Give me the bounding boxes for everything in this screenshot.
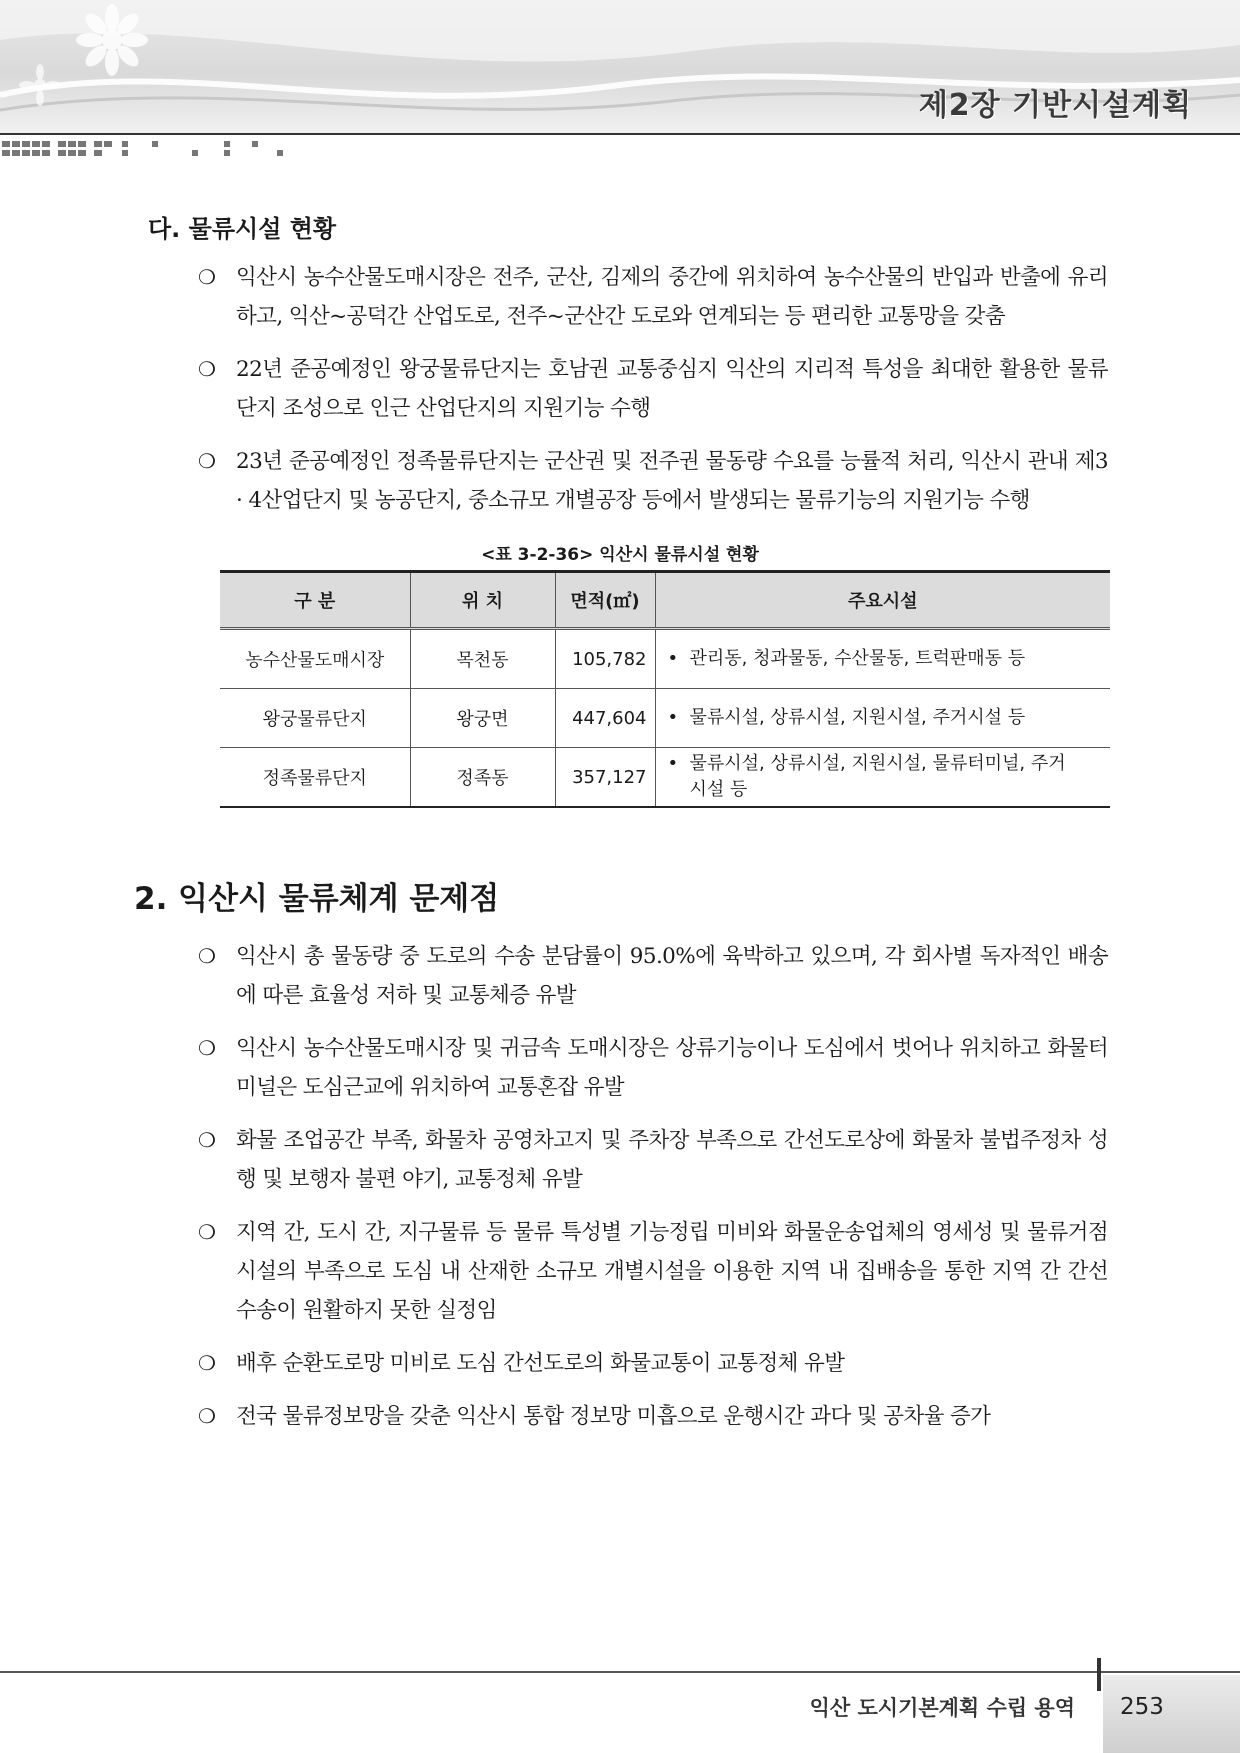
facility-text: 물류시설, 상류시설, 지원시설, 주거시설 등 (689, 707, 1026, 728)
list-item (196, 350, 1108, 428)
bullet-text: 22년 준공예정인 왕궁물류단지는 호남권 교통중심지 익산의 지리적 특성을 최대한 활용한 물류단지 조성으로 인근 산업단지의 지원기능 수행 (236, 357, 1108, 421)
cell-location: 정족동 (410, 748, 555, 808)
header-area: 면적(㎡) (555, 572, 655, 629)
bullet-text: 익산시 총 물동량 중 도로의 수송 분담률이 95.0%에 육박하고 있으며, 각 회사별 독자적인 배송에 따른 효율성 저하 및 교통체증 유발 (236, 944, 1108, 1008)
bullet-text: 23년 준공예정인 정족물류단지는 군산권 및 전주권 물동량 수요를 능률적 처리, 익산시 관내 제3 · 4산업단지 및 농공단지, 중소규모 개별공장 등에서 발생되는 물류기능의 지원기능 수행 (236, 449, 1108, 513)
table-row (220, 689, 1110, 748)
header-rule (0, 133, 1240, 135)
logistics-facility-table (220, 570, 1110, 808)
list-item (196, 1213, 1108, 1330)
bullet-dot-icon: • (667, 707, 679, 728)
cell-facilities (655, 629, 1110, 689)
list-item (196, 1121, 1108, 1199)
bullet-text: 익산시 농수산물도매시장 및 귀금속 도매시장은 상류기능이나 도심에서 벗어나 위치하고 화물터미널은 도심근교에 위치하여 교통혼잡 유발 (236, 1036, 1108, 1100)
footer-divider (1097, 1658, 1101, 1691)
list-item (196, 258, 1108, 336)
cell-name: 왕궁물류단지 (220, 689, 410, 748)
cell-location: 목천동 (410, 629, 555, 689)
bullet-dot-icon: • (667, 648, 679, 669)
cell-area: 447,604 (555, 689, 655, 748)
list-item (196, 1397, 1108, 1436)
bullet-text: 지역 간, 도시 간, 지구물류 등 물류 특성별 기능정립 미비와 화물운송업체의 영세성 및 물류거점 시설의 부족으로 도심 내 산재한 소규모 개별시설을 이용한 지역 내 집배송을 통한 지역 간 간선수송이 원활하지 못한 실정임 (236, 1220, 1108, 1323)
circle-bullet-icon: ❍ (198, 449, 216, 473)
table-row (220, 629, 1110, 689)
cell-location: 왕궁면 (410, 689, 555, 748)
circle-bullet-icon: ❍ (198, 357, 216, 381)
bullet-text: 익산시 농수산물도매시장은 전주, 군산, 김제의 중간에 위치하여 농수산물의 반입과 반출에 유리하고, 익산~공덕간 산업도로, 전주~군산간 도로와 연계되는 등 편리한 교통망을 갖춤 (236, 265, 1108, 329)
table-header-row (220, 572, 1110, 629)
facility-text: 관리동, 청과물동, 수산물동, 트럭판매동 등 (689, 648, 1026, 669)
cell-name: 정족물류단지 (220, 748, 410, 808)
chapter-title: 제2장 기반시설계획 (918, 88, 1192, 123)
section-title-logistics-problems: 2. 익산시 물류체계 문제점 (134, 881, 500, 917)
cell-facilities (655, 689, 1110, 748)
cell-name: 농수산물도매시장 (220, 629, 410, 689)
circle-bullet-icon: ❍ (198, 1351, 216, 1375)
table-row (220, 748, 1110, 808)
circle-bullet-icon: ❍ (198, 1404, 216, 1428)
cell-facilities (655, 748, 1110, 808)
header-band (0, 0, 1240, 135)
bullet-text: 화물 조업공간 부족, 화물차 공영차고지 및 주차장 부족으로 간선도로상에 화물차 불법주정차 성행 및 보행자 불편 야기, 교통정체 유발 (236, 1128, 1108, 1192)
facility-line (668, 646, 1105, 672)
header-dot-pattern (2, 139, 302, 161)
circle-bullet-icon: ❍ (198, 1036, 216, 1060)
header-facilities: 주요시설 (655, 572, 1110, 629)
footer-rule (0, 1671, 1240, 1673)
facility-line (668, 705, 1105, 731)
section-title-logistics-status: 다. 물류시설 현황 (148, 215, 337, 243)
facility-line (668, 751, 1105, 777)
bullet-text: 전국 물류정보망을 갖춘 익산시 통합 정보망 미흡으로 운행시간 과다 및 공차율 증가 (236, 1404, 991, 1429)
circle-bullet-icon: ❍ (198, 265, 216, 289)
circle-bullet-icon: ❍ (198, 1220, 216, 1244)
list-item (196, 937, 1108, 1015)
list-item (196, 442, 1108, 520)
header-category: 구 분 (220, 572, 410, 629)
facility-line (668, 777, 1105, 803)
circle-bullet-icon: ❍ (198, 944, 216, 968)
facility-text: 물류시설, 상류시설, 지원시설, 물류터미널, 주거 (689, 753, 1066, 774)
cell-area: 105,782 (555, 629, 655, 689)
footer-report-title: 익산 도시기본계획 수립 용역 (809, 1696, 1075, 1720)
logistics-problems-list (196, 937, 1108, 1450)
table-caption: <표 3-2-36> 익산시 물류시설 현황 (481, 545, 759, 565)
page-number: 253 (1120, 1694, 1164, 1720)
header-location: 위 치 (410, 572, 555, 629)
bullet-dot-icon: • (667, 753, 679, 774)
facility-text: 시설 등 (689, 779, 748, 800)
list-item (196, 1029, 1108, 1107)
list-item (196, 1344, 1108, 1383)
cell-area: 357,127 (555, 748, 655, 808)
circle-bullet-icon: ❍ (198, 1128, 216, 1152)
logistics-status-list (196, 258, 1108, 534)
bullet-text: 배후 순환도로망 미비로 도심 간선도로의 화물교통이 교통정체 유발 (236, 1351, 845, 1376)
